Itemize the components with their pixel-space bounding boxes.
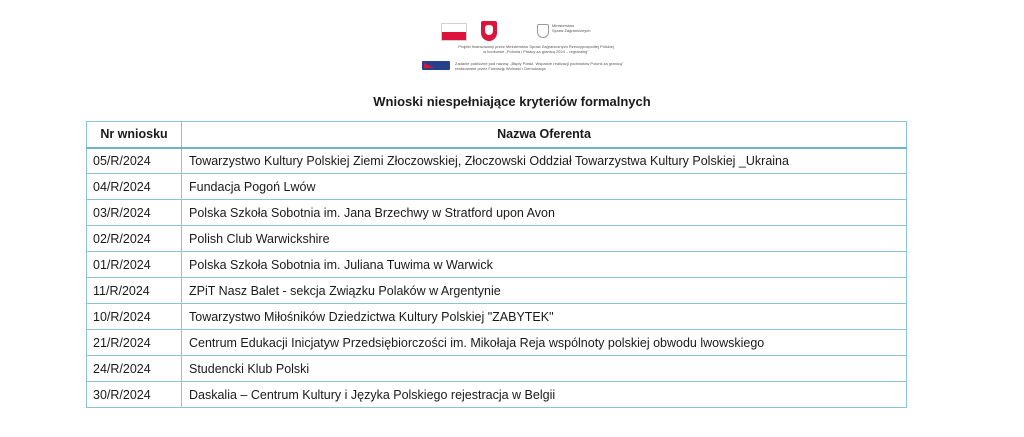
- cell-name: Centrum Edukacji Inicjatyw Przedsiębiorczości im. Mikołaja Reja wspólnoty polskiej obwodu lwowskiego: [182, 330, 907, 356]
- table-header-row: [87, 122, 907, 148]
- cell-nr: 11/R/2024: [87, 278, 182, 304]
- cell-name: Towarzystwo Kultury Polskiej Ziemi Złoczowskiej, Złoczowski Oddział Towarzystwa Kultury Polskiej _Ukraina: [182, 148, 907, 174]
- cell-nr: 02/R/2024: [87, 226, 182, 252]
- cell-nr: 24/R/2024: [87, 356, 182, 382]
- cell-nr: 10/R/2024: [87, 304, 182, 330]
- table-row: [87, 278, 907, 304]
- column-header-name: Nazwa Oferenta: [182, 122, 907, 148]
- ministry-logo: [537, 22, 607, 42]
- cell-name: Towarzystwo Miłośników Dziedzictwa Kultury Polskiej "ZABYTEK": [182, 304, 907, 330]
- table-row: [87, 148, 907, 174]
- table-row: [87, 226, 907, 252]
- publication-line-2: realizowane przez Fundację Wolność i Demokracja: [455, 66, 546, 71]
- cell-name: Polska Szkoła Sobotnia im. Jana Brzechwy w Stratford upon Avon: [182, 200, 907, 226]
- ministry-name: Ministerstwo Spraw Zagranicznych: [552, 23, 591, 33]
- cell-name: Polska Szkoła Sobotnia im. Juliana Tuwima w Warwick: [182, 252, 907, 278]
- ministry-seal-icon: [537, 24, 549, 38]
- cell-name: Polish Club Warwickshire: [182, 226, 907, 252]
- cell-name: Studencki Klub Polski: [182, 356, 907, 382]
- cell-nr: 01/R/2024: [87, 252, 182, 278]
- table-row: [87, 252, 907, 278]
- applications-table: [86, 121, 907, 408]
- publication-line-1: Zadanie publiczne pod nazwą: „Błędy Polski. Wsparcie realizacji podmiotów Polonii za granicą": [455, 61, 624, 66]
- page-title: Wnioski niespełniające kryteriów formalnych: [373, 94, 651, 109]
- cell-name: Daskalia – Centrum Kultury i Języka Polskiego rejestracja w Belgii: [182, 382, 907, 408]
- table-row: [87, 174, 907, 200]
- funding-line-1: Projekt finansowany przez Ministerstwo Spraw Zagranicznych Rzeczypospolitej Polskiej: [458, 44, 614, 49]
- cell-name: ZPiT Nasz Balet - sekcja Związku Polaków w Argentynie: [182, 278, 907, 304]
- cell-nr: 30/R/2024: [87, 382, 182, 408]
- polish-flag-icon: [441, 23, 467, 41]
- column-header-nr: Nr wniosku: [87, 122, 182, 148]
- polish-eagle-emblem-icon: [481, 21, 497, 41]
- table-row: [87, 200, 907, 226]
- table-row: [87, 382, 907, 408]
- table-row: [87, 304, 907, 330]
- header-logos: [436, 18, 636, 78]
- table-row: [87, 330, 907, 356]
- table-row: [87, 356, 907, 382]
- cell-nr: 05/R/2024: [87, 148, 182, 174]
- funding-line-2: w konkursie „Polonia i Polacy za granicą 2024 – regranting": [483, 49, 589, 54]
- cell-nr: 03/R/2024: [87, 200, 182, 226]
- publisher-logo-icon: [422, 61, 450, 70]
- cell-nr: 04/R/2024: [87, 174, 182, 200]
- cell-nr: 21/R/2024: [87, 330, 182, 356]
- cell-name: Fundacja Pogoń Lwów: [182, 174, 907, 200]
